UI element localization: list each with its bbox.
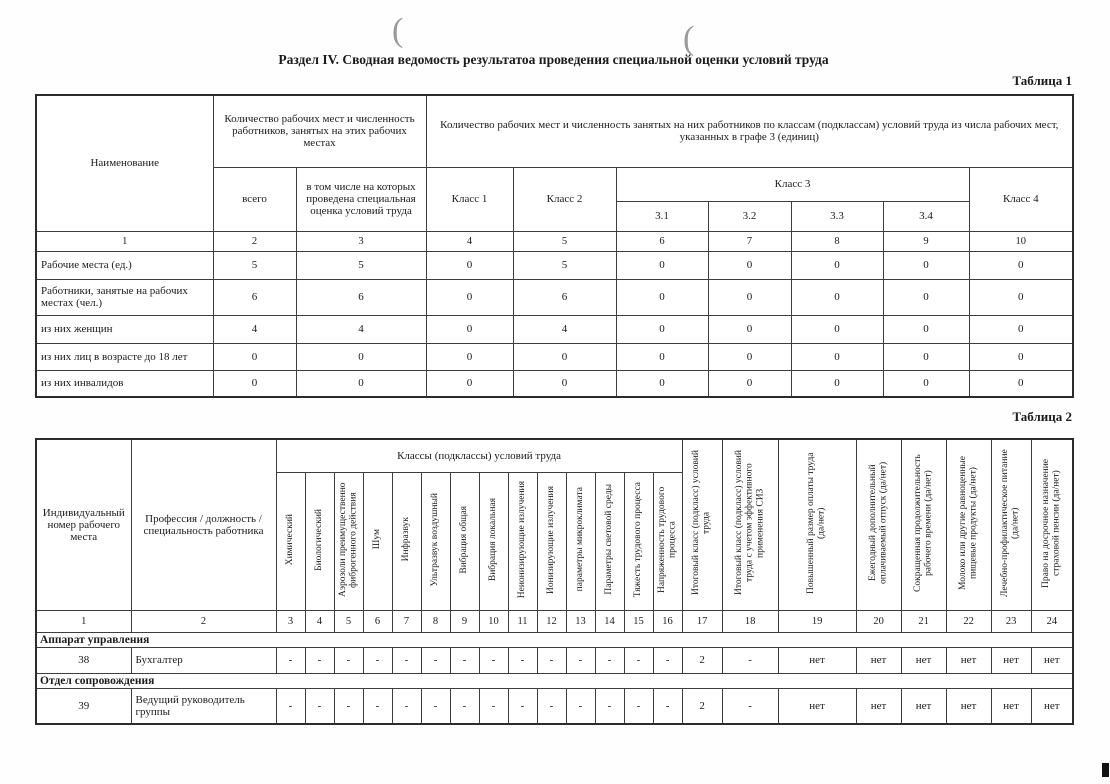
t2-cell: -	[421, 647, 450, 673]
t1-header-class4: Класс 4	[969, 167, 1073, 231]
vertical-label: Тяжесть трудового процесса	[633, 481, 644, 598]
vertical-label: Аэрозоли преимущественно фиброгенного действия	[337, 482, 359, 597]
t2-cell: -	[305, 647, 334, 673]
t1-cell: 0	[708, 251, 791, 279]
t2-cell: -	[722, 688, 778, 724]
t1-header-assessed: в том числе на которых проведена специальная оценка условий труда	[296, 167, 426, 231]
t2-cell: 2	[682, 647, 722, 673]
t2-header-microclimate	[566, 472, 595, 610]
t1-header-sub-3-3: 3.3	[791, 201, 883, 231]
t2-cell: нет	[778, 647, 856, 673]
t2-cell: -	[276, 647, 305, 673]
t1-row-label: Рабочие места (ед.)	[36, 251, 213, 279]
t2-cell: нет	[856, 688, 901, 724]
t1-cell: 5	[213, 251, 296, 279]
t2-cell: нет	[946, 647, 991, 673]
vertical-label: Инфразвук	[401, 517, 412, 562]
t2-cell: -	[508, 647, 537, 673]
t1-cell: 0	[708, 315, 791, 343]
vertical-label: Шум	[372, 529, 383, 550]
t2-cell: нет	[1031, 647, 1073, 673]
t2-col-number: 13	[566, 610, 595, 632]
t2-col-number: 2	[131, 610, 276, 632]
t2-cell: -	[305, 688, 334, 724]
t1-cell: 0	[616, 370, 708, 397]
t1-header-name: Наименование	[36, 95, 213, 231]
t2-col-number: 18	[722, 610, 778, 632]
t2-cell: нет	[1031, 688, 1073, 724]
t2-cell: -	[450, 647, 479, 673]
vertical-label: Биологический	[314, 508, 325, 571]
vertical-label: Право на досрочное назначение страховой пенсии (да/нет)	[1041, 458, 1062, 588]
t2-header-light	[595, 472, 624, 610]
t2-cell: -	[508, 688, 537, 724]
t2-cell: -	[479, 688, 508, 724]
scan-mark	[1102, 763, 1109, 777]
vertical-label: Молоко или другие равноценные пищевые продукты (да/нет)	[957, 456, 979, 591]
t1-col-number: 1	[36, 231, 213, 251]
t2-header-severity	[624, 472, 653, 610]
t1-cell: 4	[213, 315, 296, 343]
t1-cell: 0	[426, 370, 513, 397]
t2-header-therapeutic-food	[991, 439, 1031, 610]
t1-cell: 0	[969, 370, 1073, 397]
t1-cell: 0	[969, 251, 1073, 279]
t1-header-sub-3-4: 3.4	[883, 201, 969, 231]
vertical-label: Ультразвук воздушный	[430, 492, 441, 587]
t2-col-number: 8	[421, 610, 450, 632]
t2-workplace-num: 38	[36, 647, 131, 673]
t1-cell: 0	[296, 370, 426, 397]
page-title: Раздел IV. Сводная ведомость результатоа проведения специальной оценки условий труда	[278, 52, 829, 67]
t2-cell: -	[450, 688, 479, 724]
t1-cell: 0	[883, 315, 969, 343]
t2-col-number: 19	[778, 610, 856, 632]
t2-col-number: 22	[946, 610, 991, 632]
t1-cell: 0	[883, 343, 969, 370]
t2-header-local-vibration	[479, 472, 508, 610]
t1-cell: 0	[969, 315, 1073, 343]
t1-cell: 0	[791, 279, 883, 315]
t2-col-number: 20	[856, 610, 901, 632]
t2-col-number: 17	[682, 610, 722, 632]
t1-col-number: 9	[883, 231, 969, 251]
table2	[35, 438, 1074, 725]
t1-header-sub-3-2: 3.2	[708, 201, 791, 231]
t2-col-number: 5	[334, 610, 363, 632]
vertical-label: Итоговый класс (подкласс) условий труда с учетом эффективного применения СИЗ	[734, 450, 766, 596]
t1-cell: 0	[708, 370, 791, 397]
t2-cell: -	[392, 647, 421, 673]
t1-col-number: 5	[513, 231, 616, 251]
t2-cell: -	[566, 688, 595, 724]
t2-header-reduced-hours	[901, 439, 946, 610]
t1-header-sub-3-1: 3.1	[616, 201, 708, 231]
t2-cell: -	[595, 647, 624, 673]
t1-cell: 0	[426, 343, 513, 370]
t1-cell: 0	[616, 315, 708, 343]
t1-cell: 0	[426, 315, 513, 343]
t1-cell: 0	[213, 370, 296, 397]
t2-cell: нет	[991, 647, 1031, 673]
t2-cell: -	[537, 647, 566, 673]
scan-artifact-paren: (	[683, 20, 695, 57]
t2-header-early-pension	[1031, 439, 1073, 610]
t1-header-class1: Класс 1	[426, 167, 513, 231]
t1-cell: 6	[213, 279, 296, 315]
t2-header-biological	[305, 472, 334, 610]
vertical-label: параметры микроклимата	[575, 487, 586, 592]
t1-cell: 0	[791, 251, 883, 279]
t1-col-number: 3	[296, 231, 426, 251]
t2-cell: -	[624, 688, 653, 724]
t2-cell: -	[334, 688, 363, 724]
t2-col-number: 3	[276, 610, 305, 632]
table-row	[36, 647, 1073, 673]
t1-cell: 0	[969, 279, 1073, 315]
t2-header-air-ultrasound	[421, 472, 450, 610]
vertical-label: Напряженность трудового процесса	[656, 486, 678, 593]
t1-cell: 0	[513, 370, 616, 397]
vertical-label: Повышенный размер оплаты труда (да/нет)	[806, 452, 828, 595]
t2-header-final-class	[682, 439, 722, 610]
t1-row-label: Работники, занятые на рабочих местах (чел.)	[36, 279, 213, 315]
vertical-label: Вибрация локальная	[488, 497, 499, 582]
t2-col-number: 10	[479, 610, 508, 632]
vertical-label: Химический	[285, 513, 296, 566]
t2-cell: -	[624, 647, 653, 673]
t2-col-number: 14	[595, 610, 624, 632]
t1-col-number: 7	[708, 231, 791, 251]
t2-header-profession: Профессия / должность / специальность работника	[131, 439, 276, 610]
t2-header-infrasound	[392, 472, 421, 610]
t2-cell: -	[276, 688, 305, 724]
t1-col-number: 8	[791, 231, 883, 251]
t1-cell: 0	[791, 315, 883, 343]
t1-cell: 0	[426, 279, 513, 315]
t2-header-chemical	[276, 472, 305, 610]
vertical-label: Сокращенная продолжительность рабочего времени (да/нет)	[912, 454, 934, 593]
t2-cell: -	[595, 688, 624, 724]
t2-col-number: 24	[1031, 610, 1073, 632]
t2-workplace-num: 39	[36, 688, 131, 724]
t1-cell: 0	[616, 251, 708, 279]
t1-cell: 6	[513, 279, 616, 315]
t1-row-label: из них инвалидов	[36, 370, 213, 397]
t1-cell: 5	[513, 251, 616, 279]
t1-cell: 0	[969, 343, 1073, 370]
table-row	[36, 370, 1073, 397]
t1-cell: 4	[513, 315, 616, 343]
t2-header-intensity	[653, 472, 682, 610]
t1-cell: 0	[513, 343, 616, 370]
t2-cell: -	[722, 647, 778, 673]
t1-cell: 0	[883, 279, 969, 315]
t1-row-label: из них женщин	[36, 315, 213, 343]
t1-cell: 4	[296, 315, 426, 343]
t2-cell: -	[421, 688, 450, 724]
t1-header-total: всего	[213, 167, 296, 231]
t2-cell: -	[566, 647, 595, 673]
t1-cell: 0	[708, 279, 791, 315]
t1-header-class-group: Количество рабочих мест и численность занятых на них работников по классам (подклассам) условий труда из числа рабочих мест, указанных в графе 3 (единиц)	[426, 95, 1073, 167]
t2-cell: -	[537, 688, 566, 724]
t2-col-number: 9	[450, 610, 479, 632]
t2-cell: -	[653, 647, 682, 673]
t1-cell: 0	[883, 370, 969, 397]
t2-col-number: 6	[363, 610, 392, 632]
t2-section-title: Аппарат управления	[36, 632, 1073, 647]
t2-col-number: 11	[508, 610, 537, 632]
t1-col-number: 10	[969, 231, 1073, 251]
t1-cell: 0	[708, 343, 791, 370]
t1-cell: 0	[791, 370, 883, 397]
t2-col-number: 23	[991, 610, 1031, 632]
t2-cell: нет	[901, 688, 946, 724]
t2-cell: нет	[946, 688, 991, 724]
t2-col-number: 1	[36, 610, 131, 632]
t2-cell: нет	[991, 688, 1031, 724]
vertical-label: Ежегодный дополнительный оплачиваемый отпуск (да/нет)	[867, 462, 889, 585]
table-row	[36, 279, 1073, 315]
t2-header-extra-leave	[856, 439, 901, 610]
vertical-label: Итоговый класс (подкласс) условий труда	[691, 450, 713, 596]
t2-cell: -	[363, 647, 392, 673]
t2-cell: нет	[778, 688, 856, 724]
table-row	[36, 343, 1073, 370]
t2-header-aerosols	[334, 472, 363, 610]
t1-header-count-group: Количество рабочих мест и численность работников, занятых на этих рабочих местах	[213, 95, 426, 167]
vertical-label: Ионизирующие излучения	[546, 485, 557, 594]
t1-col-number: 2	[213, 231, 296, 251]
vertical-label: Вибрация общая	[459, 505, 470, 574]
t1-header-class2: Класс 2	[513, 167, 616, 231]
table1	[35, 94, 1074, 398]
t2-header-ionizing	[537, 472, 566, 610]
table2-caption: Таблица 2	[1012, 409, 1072, 424]
t2-cell: -	[363, 688, 392, 724]
t1-row-label: из них лиц в возрасте до 18 лет	[36, 343, 213, 370]
table1-caption: Таблица 1	[1012, 73, 1072, 88]
table-row	[36, 315, 1073, 343]
t2-cell: -	[392, 688, 421, 724]
t1-cell: 0	[213, 343, 296, 370]
t2-profession: Ведущий руководитель группы	[131, 688, 276, 724]
t2-section-title: Отдел сопровождения	[36, 673, 1073, 688]
t1-cell: 0	[616, 279, 708, 315]
t2-header-final-class-siz	[722, 439, 778, 610]
t2-col-number: 21	[901, 610, 946, 632]
t2-col-number: 15	[624, 610, 653, 632]
vertical-label: Параметры световой среды	[604, 484, 615, 595]
vertical-label: Лечебно-профилактическое питание (да/нет)	[1000, 449, 1022, 598]
table-row	[36, 688, 1073, 724]
t2-header-general-vibration	[450, 472, 479, 610]
t2-header-classes-group: Классы (подклассы) условий труда	[276, 439, 682, 472]
vertical-label: Неионизирующие излучения	[517, 480, 528, 599]
t2-cell: нет	[901, 647, 946, 673]
t2-cell: 2	[682, 688, 722, 724]
t2-col-number: 4	[305, 610, 334, 632]
t1-cell: 6	[296, 279, 426, 315]
t1-cell: 0	[296, 343, 426, 370]
t2-cell: -	[334, 647, 363, 673]
table-row	[36, 251, 1073, 279]
t1-col-number: 6	[616, 231, 708, 251]
scan-artifact-paren: (	[392, 12, 404, 49]
t1-cell: 5	[296, 251, 426, 279]
t2-col-number: 12	[537, 610, 566, 632]
t2-header-nonionizing	[508, 472, 537, 610]
t1-cell: 0	[616, 343, 708, 370]
t2-header-noise	[363, 472, 392, 610]
t2-header-workplace-number: Индивидуальный номер рабочего места	[36, 439, 131, 610]
t2-header-milk	[946, 439, 991, 610]
t2-profession: Бухгалтер	[131, 647, 276, 673]
t2-cell: -	[479, 647, 508, 673]
t1-cell: 0	[883, 251, 969, 279]
t1-cell: 0	[791, 343, 883, 370]
t1-cell: 0	[426, 251, 513, 279]
t1-header-class3: Класс 3	[616, 167, 969, 201]
t1-col-number: 4	[426, 231, 513, 251]
t2-cell: нет	[856, 647, 901, 673]
t2-cell: -	[653, 688, 682, 724]
t2-header-raised-pay	[778, 439, 856, 610]
t2-col-number: 16	[653, 610, 682, 632]
t2-col-number: 7	[392, 610, 421, 632]
